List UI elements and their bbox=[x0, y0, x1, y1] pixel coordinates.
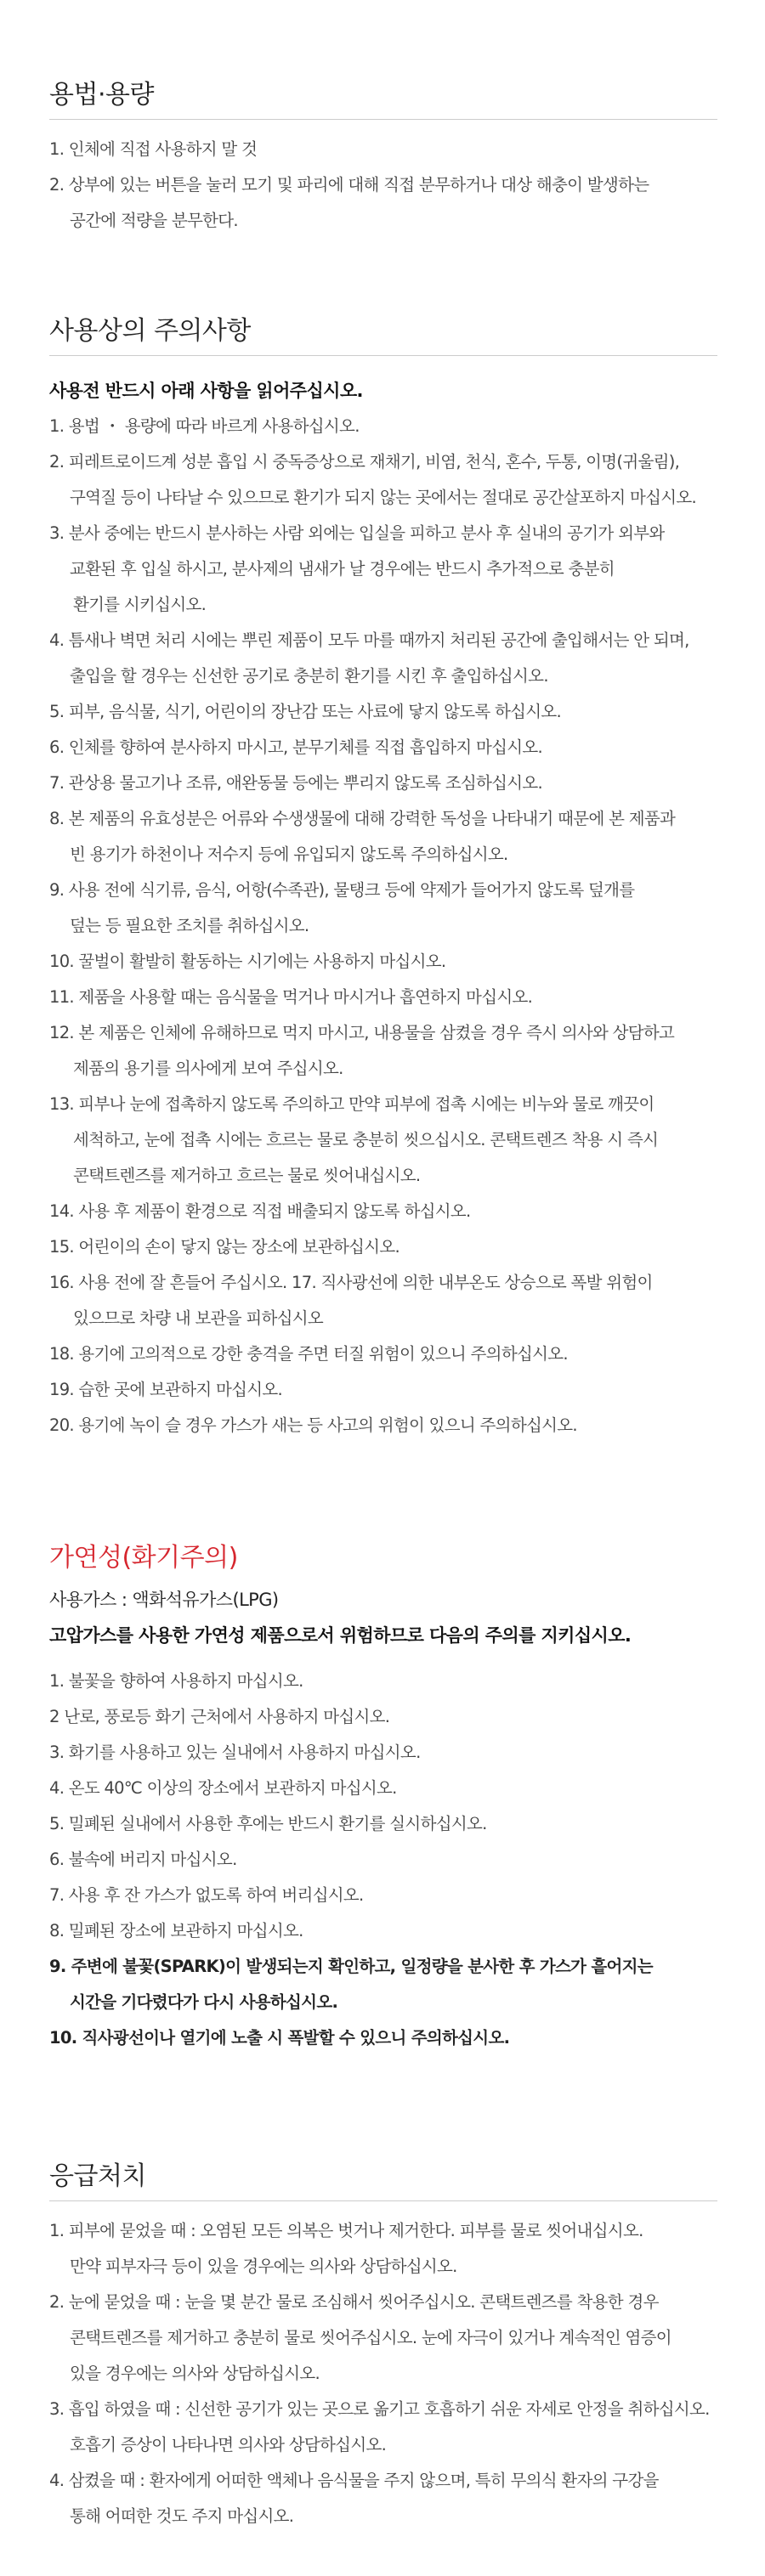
gas-type: 사용가스 : 액화석유가스(LPG) bbox=[49, 1590, 279, 1610]
list-item: 3. 화기를 사용하고 있는 실내에서 사용하지 마십시오. bbox=[49, 1743, 421, 1762]
list-item: 3. 흡입 하였을 때 : 신선한 공기가 있는 곳으로 옮기고 호흡하기 쉬운 자세로 안정을 취하십시오. bbox=[49, 2399, 710, 2419]
list-item: 있을 경우에는 의사와 상담하십시오. bbox=[70, 2364, 320, 2383]
list-item: 있으므로 차량 내 보관을 피하십시오 bbox=[73, 1308, 324, 1328]
list-item: 9. 사용 전에 식기류, 음식, 어항(수족관), 물탱크 등에 약제가 들어가지 않도록 덮개를 bbox=[49, 880, 635, 900]
list-item: 12. 본 제품은 인체에 유해하므로 먹지 마시고, 내용물을 삼켰을 경우 즉시 의사와 상담하고 bbox=[49, 1023, 675, 1042]
list-item: 콘택트렌즈를 제거하고 충분히 물로 씻어주십시오. 눈에 자극이 있거나 계속적인 염증이 bbox=[70, 2328, 672, 2347]
list-item: 18. 용기에 고의적으로 강한 충격을 주면 터질 위험이 있으니 주의하십시오. bbox=[49, 1344, 568, 1364]
list-item: 4. 온도 40℃ 이상의 장소에서 보관하지 마십시오. bbox=[49, 1778, 397, 1798]
caution-title: 사용상의 주의사항 bbox=[49, 314, 717, 356]
list-item: 10. 직사광선이나 열기에 노출 시 폭발할 수 있으니 주의하십시오. bbox=[49, 2028, 510, 2048]
firstaid-list bbox=[49, 2213, 717, 2534]
list-item: 덮는 등 필요한 조치를 취하십시오. bbox=[70, 916, 309, 935]
list-item: 호흡기 증상이 나타나면 의사와 상담하십시오. bbox=[70, 2435, 387, 2455]
list-item: 7. 관상용 물고기나 조류, 애완동물 등에는 뿌리지 않도록 조심하십시오. bbox=[49, 773, 543, 793]
caution-lead: 사용전 반드시 아래 사항을 읽어주십시오. bbox=[49, 381, 363, 401]
list-item: 13. 피부나 눈에 접촉하지 않도록 주의하고 만약 피부에 접촉 시에는 비누와 물로 깨끗이 bbox=[49, 1094, 654, 1114]
usage-title: 용법·용량 bbox=[49, 78, 717, 120]
flammable-title: 가연성(화기주의) bbox=[49, 1543, 238, 1573]
list-item: 1. 불꽃을 향하여 사용하지 마십시오. bbox=[49, 1671, 303, 1691]
list-item: 6. 불속에 버리지 마십시오. bbox=[49, 1850, 237, 1869]
firstaid-section bbox=[49, 2160, 717, 2534]
firstaid-title: 응급처치 bbox=[49, 2160, 717, 2201]
flammable-list bbox=[49, 1664, 717, 2056]
list-item: 20. 용기에 녹이 슬 경우 가스가 새는 등 사고의 위험이 있으니 주의하십시오. bbox=[49, 1415, 577, 1435]
list-item: 5. 피부, 음식물, 식기, 어린이의 장난감 또는 사료에 닿지 않도록 하십시오. bbox=[49, 702, 562, 721]
list-item: 4. 틈새나 벽면 처리 시에는 뿌린 제품이 모두 마를 때까지 처리된 공간에 출입해서는 안 되며, bbox=[49, 630, 689, 650]
list-item: 세척하고, 눈에 접촉 시에는 흐르는 물로 충분히 씻으십시오. 콘택트렌즈 착용 시 즉시 bbox=[73, 1130, 659, 1150]
list-item: 2. 눈에 묻었을 때 : 눈을 몇 분간 물로 조심해서 씻어주십시오. 콘택트렌즈를 착용한 경우 bbox=[49, 2292, 659, 2312]
list-item: 9. 주변에 불꽃(SPARK)이 발생되는지 확인하고, 일정량을 분사한 후 가스가 흩어지는 bbox=[49, 1957, 653, 1976]
list-item: 6. 인체를 향하여 분사하지 마시고, 분무기체를 직접 흡입하지 마십시오. bbox=[49, 737, 543, 757]
list-item: 8. 밀폐된 장소에 보관하지 마십시오. bbox=[49, 1921, 303, 1940]
list-item: 만약 피부자극 등이 있을 경우에는 의사와 상담하십시오. bbox=[70, 2257, 457, 2276]
list-item: 콘택트렌즈를 제거하고 흐르는 물로 씻어내십시오. bbox=[73, 1166, 421, 1185]
list-item: 3. 분사 중에는 반드시 분사하는 사람 외에는 입실을 피하고 분사 후 실내의 공기가 외부와 bbox=[49, 523, 665, 543]
caution-list bbox=[49, 409, 717, 1443]
list-item: 1. 용법 ・ 용량에 따라 바르게 사용하십시오. bbox=[49, 416, 360, 436]
list-item: 14. 사용 후 제품이 환경으로 직접 배출되지 않도록 하십시오. bbox=[49, 1201, 471, 1221]
list-item: 10. 꿀벌이 활발히 활동하는 시기에는 사용하지 마십시오. bbox=[49, 952, 446, 971]
list-item: 4. 삼켰을 때 : 환자에게 어떠한 액체나 음식물을 주지 않으며, 특히 무의식 환자의 구강을 bbox=[49, 2471, 659, 2490]
caution-section bbox=[49, 314, 717, 1443]
list-item: 7. 사용 후 잔 가스가 없도록 하여 버리십시오. bbox=[49, 1885, 364, 1905]
list-item: 1. 피부에 묻었을 때 : 오염된 모든 의복은 벗거나 제거한다. 피부를 물로 씻어내십시오. bbox=[49, 2221, 643, 2240]
list-item: 환기를 시키십시오. bbox=[73, 595, 207, 614]
usage-section bbox=[49, 78, 717, 239]
list-item: 통해 어떠한 것도 주지 마십시오. bbox=[70, 2506, 294, 2526]
usage-list bbox=[49, 132, 717, 239]
flammable-section bbox=[49, 1541, 717, 2056]
list-item: 19. 습한 곳에 보관하지 마십시오. bbox=[49, 1380, 283, 1399]
list-item: 15. 어린이의 손이 닿지 않는 장소에 보관하십시오. bbox=[49, 1237, 400, 1257]
list-item: 2 난로, 풍로등 화기 근처에서 사용하지 마십시오. bbox=[49, 1707, 390, 1726]
list-item: 구역질 등이 나타날 수 있으므로 환기가 되지 않는 곳에서는 절대로 공간살포하지 마십시오. bbox=[70, 488, 697, 507]
list-item: 교환된 후 입실 하시고, 분사제의 냄새가 날 경우에는 반드시 추가적으로 충분히 bbox=[70, 559, 615, 579]
list-item: 11. 제품을 사용할 때는 음식물을 먹거나 마시거나 흡연하지 마십시오. bbox=[49, 987, 533, 1007]
list-item: 공간에 적량을 분무한다. bbox=[70, 211, 238, 230]
list-item: 2. 상부에 있는 버튼을 눌러 모기 및 파리에 대해 직접 분무하거나 대상 해충이 발생하는 bbox=[49, 175, 649, 195]
list-item: 16. 사용 전에 잘 흔들어 주십시오. 17. 직사광선에 의한 내부온도 상승으로 폭발 위험이 bbox=[49, 1273, 653, 1292]
list-item: 빈 용기가 하천이나 저수지 등에 유입되지 않도록 주의하십시오. bbox=[70, 845, 508, 864]
list-item: 시간을 기다렸다가 다시 사용하십시오. bbox=[70, 1992, 338, 2012]
list-item: 제품의 용기를 의사에게 보여 주십시오. bbox=[73, 1059, 343, 1078]
list-item: 2. 피레트로이드계 성분 흡입 시 중독증상으로 재채기, 비염, 천식, 혼수, 두통, 이명(귀울림), bbox=[49, 452, 680, 472]
list-item: 5. 밀폐된 실내에서 사용한 후에는 반드시 환기를 실시하십시오. bbox=[49, 1814, 487, 1833]
list-item: 8. 본 제품의 유효성분은 어류와 수생생물에 대해 강력한 독성을 나타내기 때문에 본 제품과 bbox=[49, 809, 676, 828]
list-item: 출입을 할 경우는 신선한 공기로 충분히 환기를 시킨 후 출입하십시오. bbox=[70, 666, 548, 686]
flammable-lead: 고압가스를 사용한 가연성 제품으로서 위험하므로 다음의 주의를 지키십시오. bbox=[49, 1625, 632, 1646]
list-item: 1. 인체에 직접 사용하지 말 것 bbox=[49, 139, 258, 159]
